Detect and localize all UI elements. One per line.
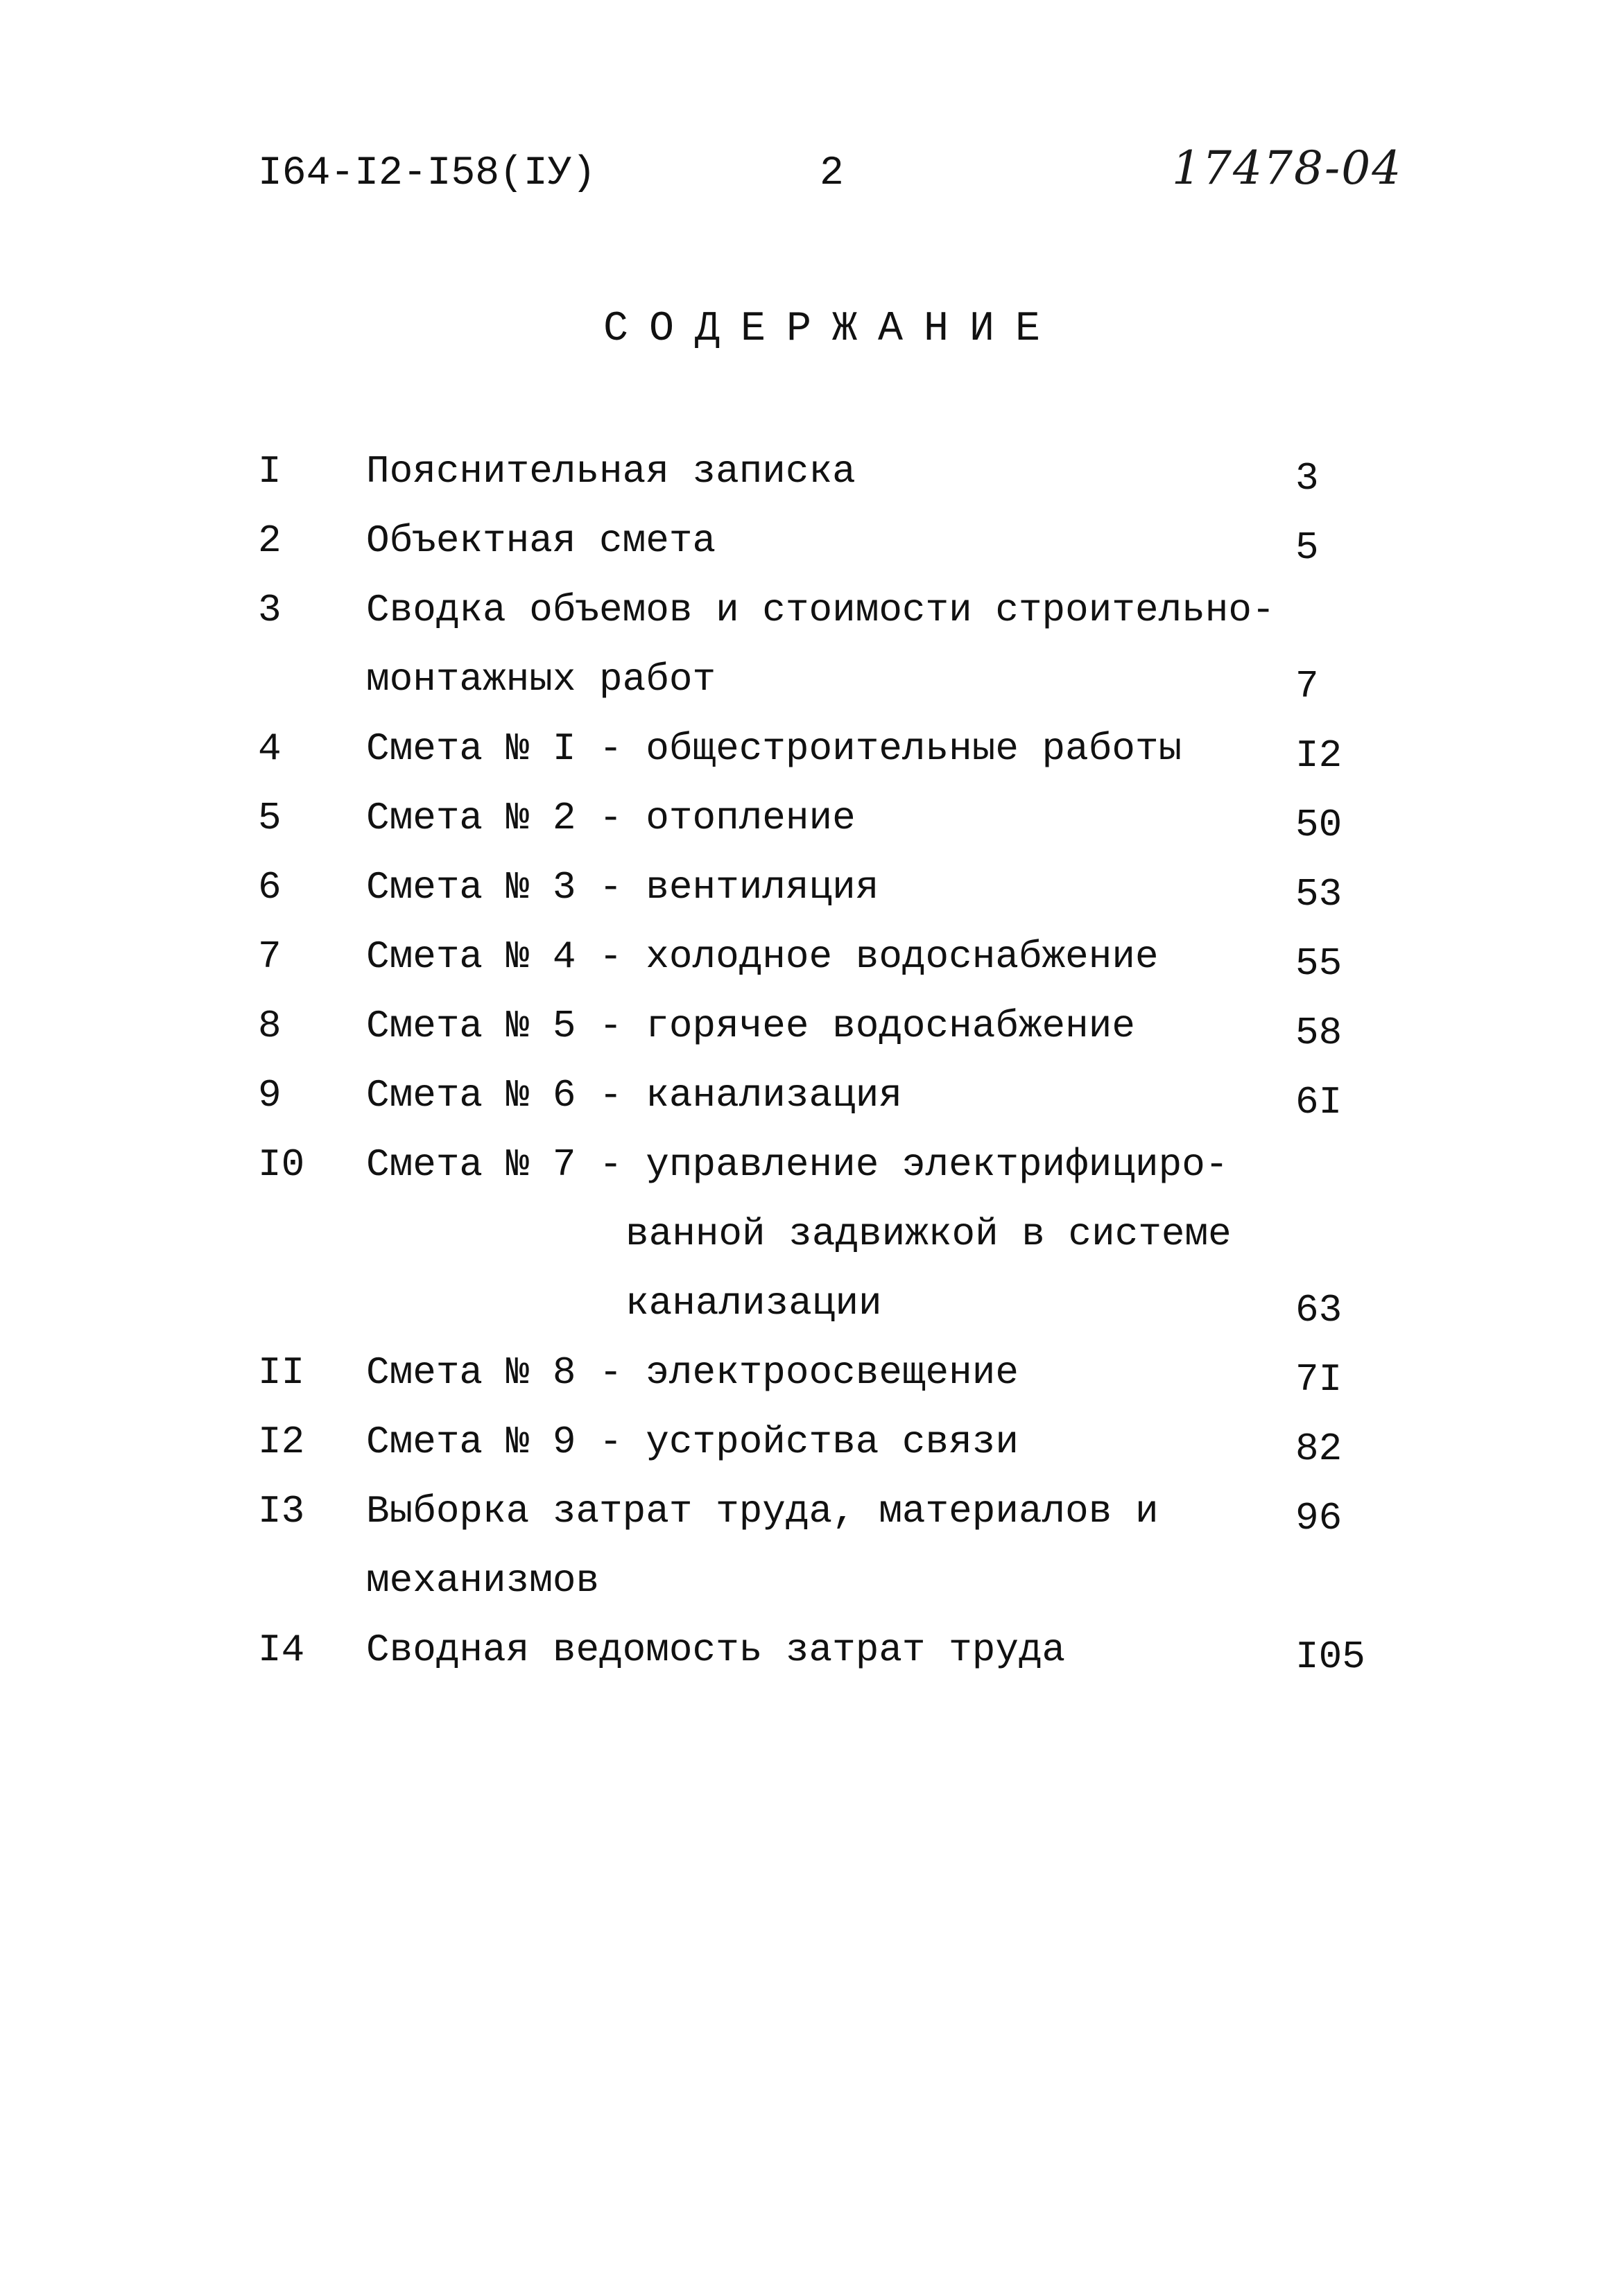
toc-entry-title: Сводная ведомость затрат труда — [366, 1628, 1066, 1672]
toc-entry-number: I — [258, 449, 282, 494]
toc-entry-title: Смета № 3 - вентиляция — [366, 865, 879, 910]
toc-entry-page: 7I — [1295, 1357, 1343, 1402]
toc-entry-title: Смета № 2 - отопление — [366, 796, 856, 840]
toc-entry-number: I2 — [258, 1420, 305, 1464]
toc-entry-number: 4 — [258, 727, 282, 771]
toc-entry-number: I4 — [258, 1628, 305, 1672]
toc-entry-page: 58 — [1295, 1011, 1343, 1055]
toc-entry-number: II — [258, 1350, 305, 1395]
toc-entry-page: 50 — [1295, 803, 1343, 847]
toc-entry-number: 7 — [258, 934, 282, 979]
handwritten-inventory-number: 17478-04 — [1172, 141, 1403, 195]
toc-entry-page: I2 — [1295, 733, 1343, 778]
toc-entry-title: Смета № 8 - электроосвещение — [366, 1350, 1019, 1395]
toc-entry-title-continuation: канализации — [625, 1281, 882, 1325]
toc-entry-number: I0 — [258, 1142, 305, 1187]
toc-entry-number: 3 — [258, 588, 282, 632]
toc-entry-title: Смета № 9 - устройства связи — [366, 1420, 1019, 1464]
toc-entry-title: Смета № 7 - управление электрифициро- — [366, 1142, 1229, 1187]
contents-title: СОДЕРЖАНИЕ — [603, 306, 1062, 353]
toc-entry-title: Смета № 5 - горячее водоснабжение — [366, 1004, 1135, 1048]
toc-entry-page: 7 — [1295, 664, 1319, 708]
page-number: 2 — [820, 151, 844, 196]
toc-entry-title-continuation: монтажных работ — [366, 657, 716, 702]
toc-entry-page: I05 — [1295, 1635, 1365, 1679]
toc-entry-title: Смета № I - общестроительные работы — [366, 727, 1182, 771]
toc-entry-title: Сводка объемов и стоимости строительно- — [366, 588, 1275, 632]
toc-entry-title: Смета № 4 - холодное водоснабжение — [366, 934, 1159, 979]
toc-entry-number: 2 — [258, 519, 282, 563]
toc-entry-page: 3 — [1295, 456, 1319, 501]
toc-entry-number: 9 — [258, 1073, 282, 1117]
toc-entry-number: 6 — [258, 865, 282, 910]
toc-entry-page: 63 — [1295, 1288, 1343, 1332]
toc-entry-title: Пояснительная записка — [366, 449, 856, 494]
toc-entry-title: Смета № 6 - канализация — [366, 1073, 902, 1117]
toc-entry-page: 53 — [1295, 872, 1343, 916]
toc-entry-page: 96 — [1295, 1496, 1343, 1540]
toc-entry-title-continuation: ванной задвижкой в системе — [625, 1212, 1232, 1256]
toc-entry-number: 5 — [258, 796, 282, 840]
toc-entry-page: 6I — [1295, 1080, 1343, 1124]
toc-entry-page: 82 — [1295, 1427, 1343, 1471]
toc-entry-number: 8 — [258, 1004, 282, 1048]
toc-entry-number: I3 — [258, 1489, 305, 1533]
toc-entry-title: Выборка затрат труда, материалов и — [366, 1489, 1159, 1533]
document-code: I64-I2-I58(IУ) — [258, 151, 596, 196]
toc-entry-title-continuation: механизмов — [366, 1558, 600, 1603]
toc-entry-page: 55 — [1295, 941, 1343, 986]
toc-entry-page: 5 — [1295, 525, 1319, 570]
toc-entry-title: Объектная смета — [366, 519, 716, 563]
